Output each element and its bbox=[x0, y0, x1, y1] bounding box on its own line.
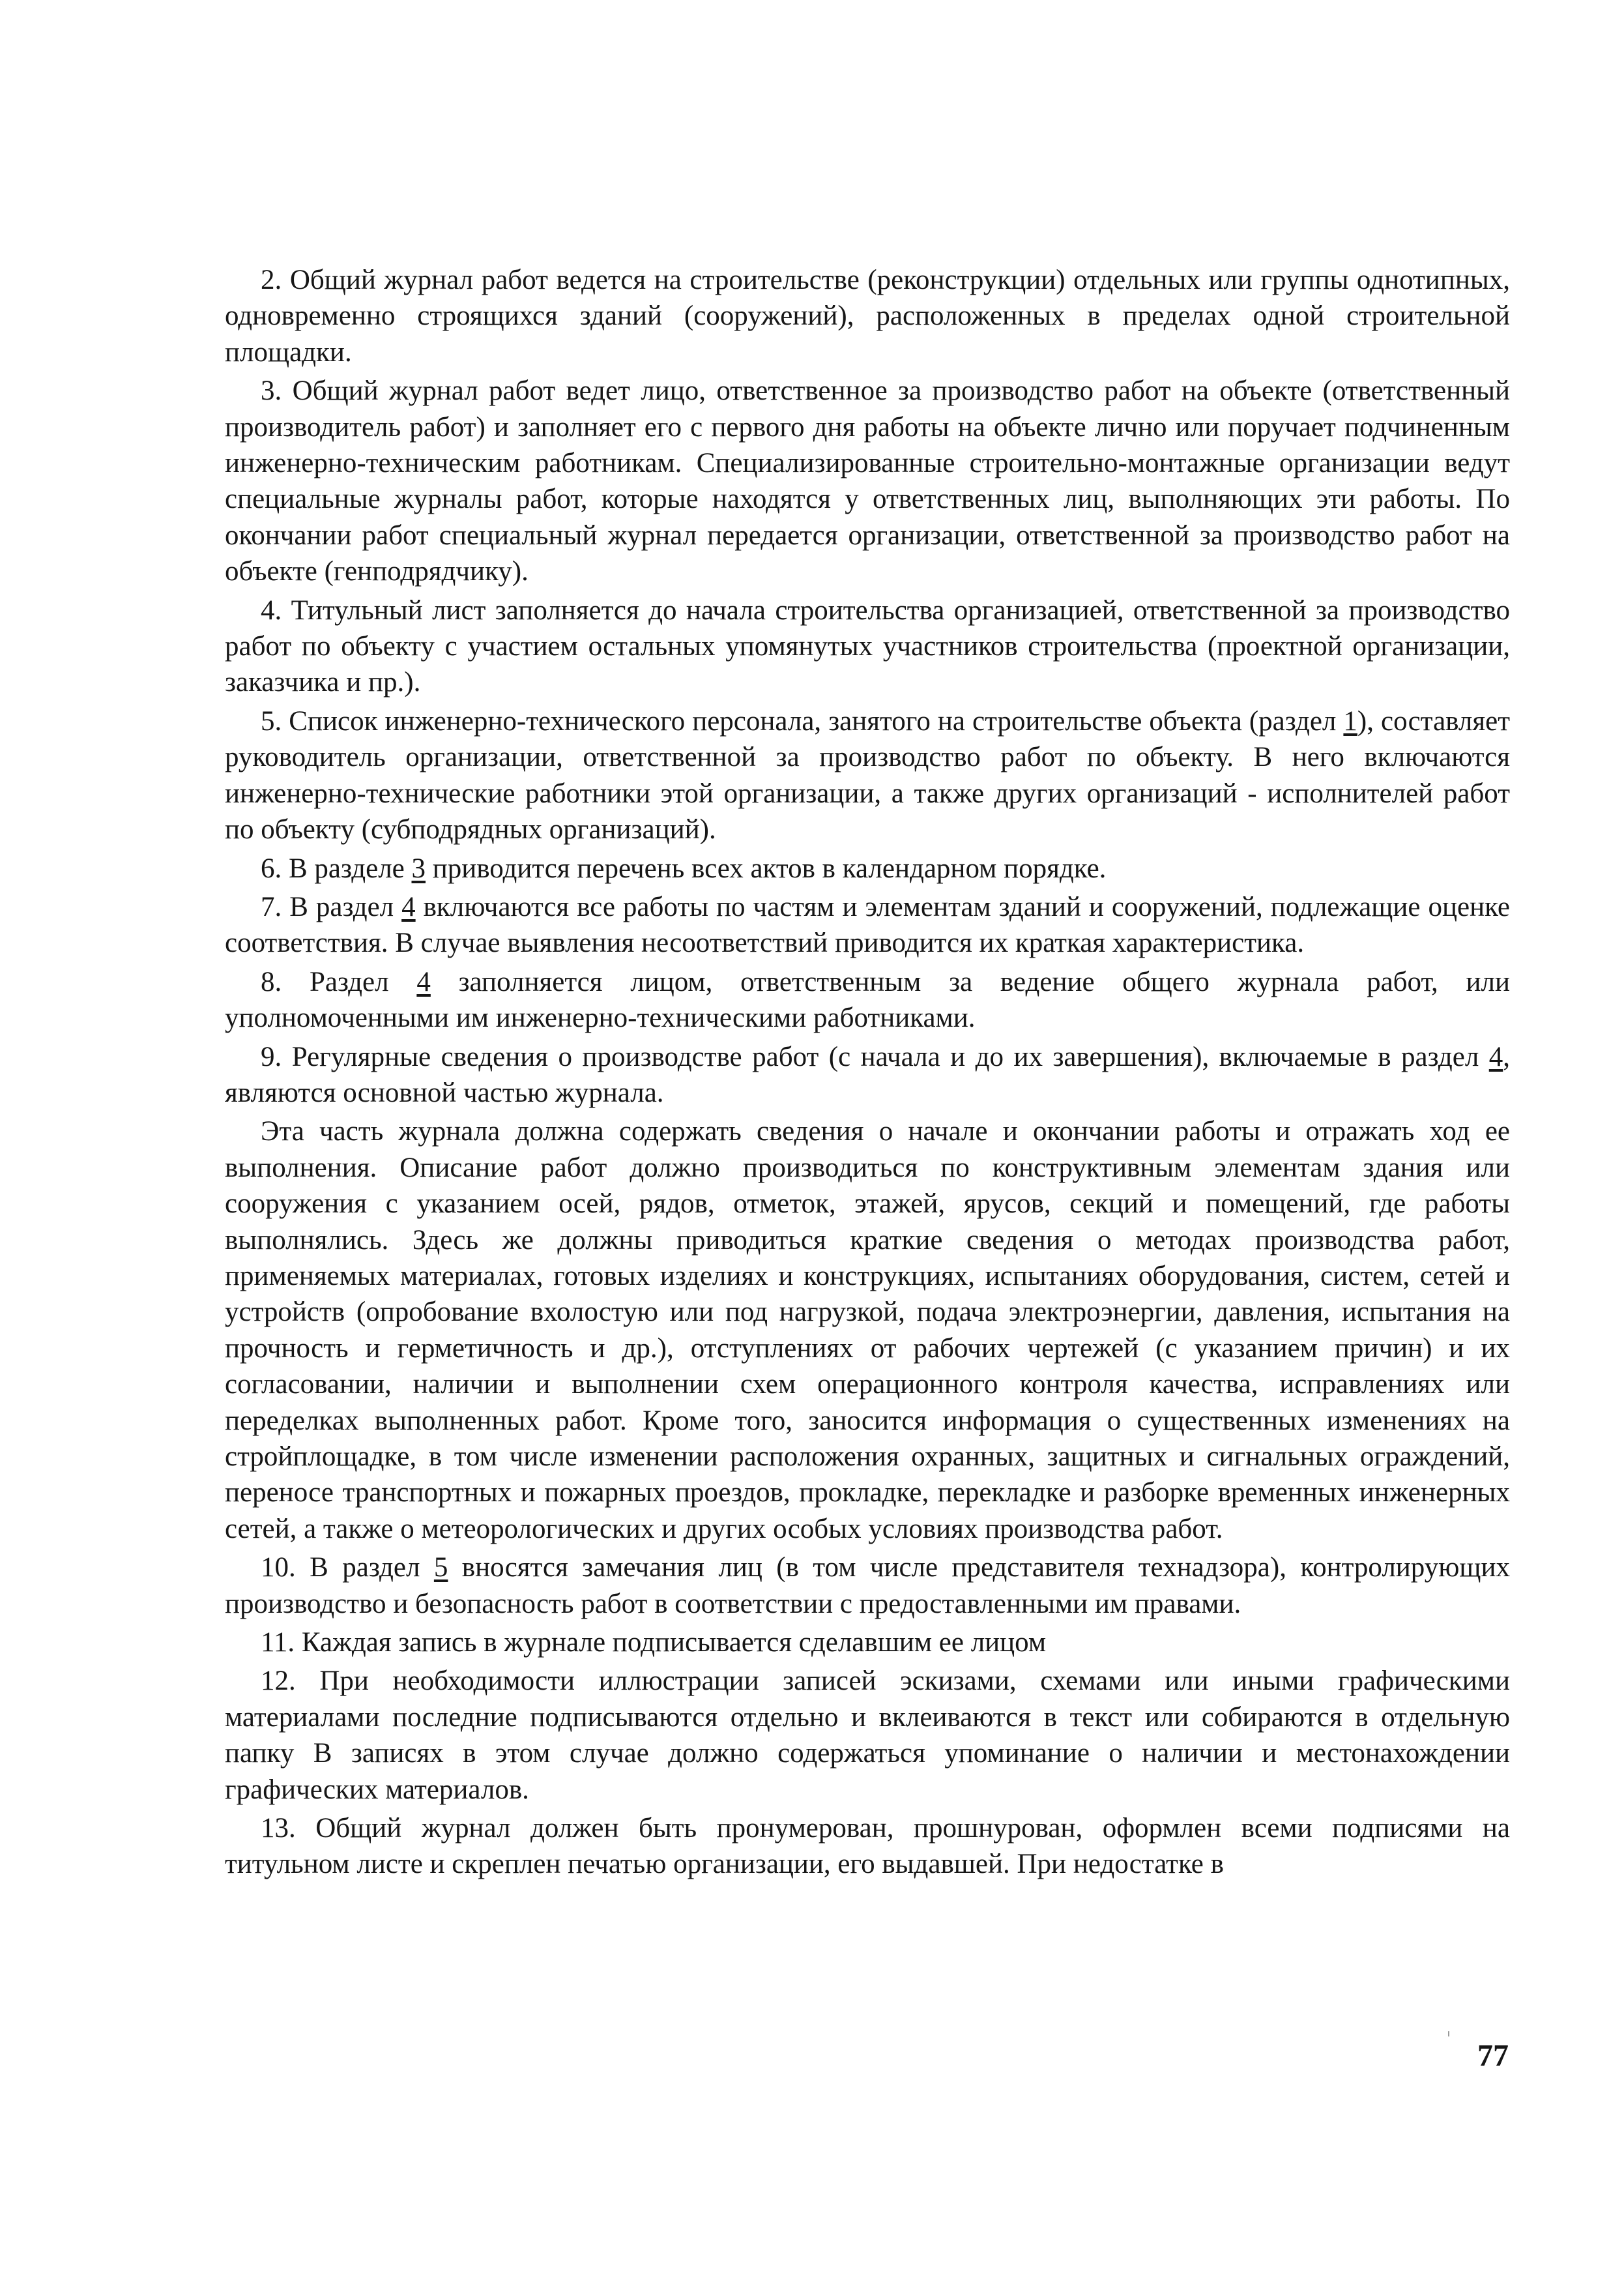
paragraph-text: ), составляет руководитель организации, ответственной за производство работ по объекту. В него включаются инженерно-технические работники этой организации, а также других организаций - исполнителей работ по объекту (субподрядных организаций). bbox=[225, 705, 1511, 845]
section-ref-link[interactable]: 4 bbox=[416, 966, 431, 997]
paragraph-text: 3. Общий журнал работ ведет лицо, ответственное за производство работ на объекте (ответственный производитель работ) и заполняет его с первого дня работы на объекте лично или поручает подчиненным инженерно-техническим работникам. Специализированные строительно-монтажные организации ведут специальные журналы работ, которые находятся у ответственных лиц, выполняющих эти работы. По окончании работ специальный журнал передается организации, ответственной за производство работ на объекте (генподрядчику). bbox=[225, 375, 1510, 587]
paragraph-2 bbox=[225, 262, 1510, 370]
document-body bbox=[225, 262, 1510, 1883]
paragraph-text: 5. Список инженерно-технического персонала, занятого на строительстве объекта (раздел bbox=[261, 705, 1344, 737]
paragraph-text: включаются все работы по частям и элементам зданий и сооружений, подлежащие оценке соответствия. В случае выявления несоответствий приводится их краткая характеристика. bbox=[225, 891, 1510, 959]
paragraph-text: 13. Общий журнал должен быть пронумерован, прошнурован, оформлен всеми подписями на титульном листе и скреплен печатью организации, его выдавшей. При недостатке в bbox=[225, 1813, 1510, 1880]
paragraph-text: 6. В разделе bbox=[261, 853, 412, 884]
paragraph-11 bbox=[225, 1624, 1510, 1660]
page-corner-mark bbox=[1448, 2031, 1449, 2036]
paragraph-text: 8. Раздел bbox=[261, 966, 417, 997]
paragraph-text: приводится перечень всех актов в календарном порядке. bbox=[425, 853, 1107, 884]
section-ref-link[interactable]: 4 bbox=[401, 891, 416, 922]
paragraph-text: Эта часть журнала должна содержать сведения о начале и окончании работы и отражать ход ее выполнения. Описание работ должно производиться по конструктивным элементам здания или сооружения с указанием осей, рядов, отметок, этажей, ярусов, секций и помещений, где работы выполнялись. Здесь же должны приводиться краткие сведения о методах производства работ, применяемых материалах, готовых изделиях и конструкциях, испытаниях оборудования, систем, сетей и устройств (опробование вхолостую или под нагрузкой, подача электроэнергии, давления, испытания на прочность и герметичность и др.), отступлениях от рабочих чертежей (с указанием причин) и их согласовании, наличии и выполнении схем операционного контроля качества, исправлениях или переделках выполненных работ. Кроме того, заносится информация о существенных изменениях на стройплощадке, в том числе изменении расположения охранных, защитных и сигнальных ограждений, переносе транспортных и пожарных проездов, прокладке, перекладке и разборке временных инженерных сетей, а также о метеорологических и других особых условиях производства работ. bbox=[225, 1116, 1510, 1544]
paragraph-13 bbox=[225, 1810, 1510, 1883]
paragraph-text: 10. В раздел bbox=[261, 1552, 434, 1583]
section-ref-link[interactable]: 4 bbox=[1488, 1041, 1503, 1072]
paragraph-8 bbox=[225, 964, 1510, 1036]
section-ref-link[interactable]: 5 bbox=[433, 1552, 448, 1583]
paragraph-9-details bbox=[225, 1113, 1510, 1547]
paragraph-10 bbox=[225, 1550, 1510, 1622]
paragraph-6 bbox=[225, 851, 1510, 887]
paragraph-text: 7. В раздел bbox=[261, 891, 402, 922]
paragraph-9 bbox=[225, 1039, 1510, 1111]
paragraph-4 bbox=[225, 593, 1510, 701]
paragraph-text: 9. Регулярные сведения о производстве работ (с начала и до их завершения), включаемые в раздел bbox=[261, 1041, 1489, 1072]
paragraph-3 bbox=[225, 373, 1510, 589]
paragraph-7 bbox=[225, 889, 1510, 962]
paragraph-text: 12. При необходимости иллюстрации записей эскизами, схемами или иными графическими материалами последние подписываются отдельно и вклеиваются в текст или собираются в отдельную папку В записях в этом случае должно содержаться упоминание о наличии и местонахождении графических материалов. bbox=[225, 1666, 1510, 1805]
section-ref-link[interactable]: 1 bbox=[1343, 705, 1357, 737]
paragraph-5 bbox=[225, 703, 1510, 848]
paragraph-12 bbox=[225, 1663, 1510, 1808]
page-number: 77 bbox=[1477, 2038, 1509, 2073]
paragraph-text: 4. Титульный лист заполняется до начала строительства организацией, ответственной за производство работ по объекту с участием остальных упомянутых участников строительства (проектной организации, заказчика и пр.). bbox=[225, 595, 1510, 698]
paragraph-text: заполняется лицом, ответственным за ведение общего журнала работ, или уполномоченными им инженерно-техническими работниками. bbox=[225, 966, 1510, 1034]
paragraph-text: 2. Общий журнал работ ведется на строительстве (реконструкции) отдельных или группы однотипных, одновременно строящихся зданий (сооружений), расположенных в пределах одной строительной площадки. bbox=[225, 265, 1510, 368]
section-ref-link[interactable]: 3 bbox=[411, 853, 426, 884]
paragraph-text: 11. Каждая запись в журнале подписывается сделавшим ее лицом bbox=[261, 1627, 1047, 1658]
paragraph-text: , являются основной частью журнала. bbox=[225, 1041, 1510, 1108]
paragraph-text: вносятся замечания лиц (в том числе представителя технадзора), контролирующих производство и безопасность работ в соответствии с предоставленными им правами. bbox=[225, 1552, 1510, 1619]
